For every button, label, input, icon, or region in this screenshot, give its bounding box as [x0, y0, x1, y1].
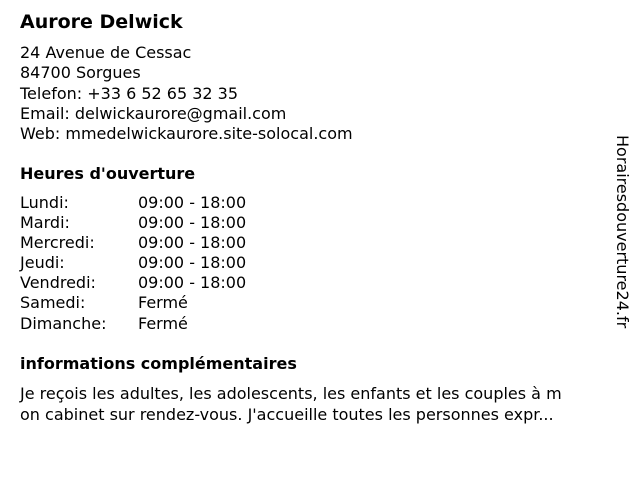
- time-value: 09:00 - 18:00: [138, 233, 247, 253]
- day-label: Vendredi:: [20, 273, 96, 293]
- day-label: Mercredi:: [20, 233, 95, 253]
- time-value: 09:00 - 18:00: [138, 273, 247, 293]
- address-city: 84700 Sorgues: [20, 63, 141, 83]
- phone-line: Telefon: +33 6 52 65 32 35: [20, 83, 239, 103]
- info-line: on cabinet sur rendez-vous. J'accueille toutes les personnes expr...: [20, 404, 554, 424]
- business-name: Aurore Delwick: [20, 11, 183, 33]
- time-value: 09:00 - 18:00: [138, 193, 247, 212]
- time-value: Fermé: [138, 293, 188, 313]
- hours-heading: Heures d'ouverture: [20, 164, 196, 183]
- address-street: 24 Avenue de Cessac: [20, 43, 192, 62]
- day-label: Jeudi:: [20, 253, 65, 273]
- day-label: Mardi:: [20, 213, 70, 233]
- web-line: Web: mmedelwickaurore.site-solocal.com: [20, 124, 353, 144]
- info-description: [20, 384, 620, 425]
- day-label: Samedi:: [20, 293, 86, 313]
- email-line: Email: delwickaurore@gmail.com: [20, 103, 287, 123]
- day-label: Dimanche:: [20, 313, 107, 333]
- time-value: 09:00 - 18:00: [138, 213, 247, 233]
- info-line: Je reçois les adultes, les adolescents, les enfants et les couples à m: [20, 384, 562, 403]
- time-value: 09:00 - 18:00: [138, 253, 247, 273]
- day-label: Lundi:: [20, 193, 69, 212]
- info-heading: informations complémentaires: [20, 354, 297, 373]
- contact-block: [20, 43, 353, 144]
- site-brand-watermark: Horairesdouverture24.fr: [613, 135, 632, 329]
- time-value: Fermé: [138, 313, 188, 333]
